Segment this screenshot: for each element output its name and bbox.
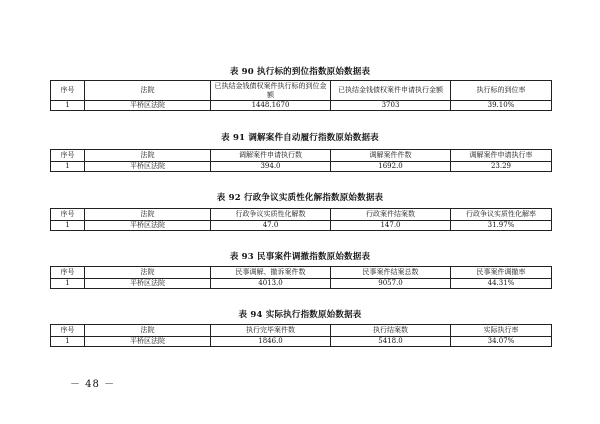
header-cell: 已执结金钱债权案件申请执行金额 — [331, 81, 451, 101]
table-header-row — [51, 325, 552, 337]
table-cell: 47.0 — [211, 221, 331, 231]
table-92 — [50, 208, 552, 231]
table-cell: 44.31% — [451, 279, 552, 289]
table-cell: 3703 — [331, 101, 451, 111]
table-cell: 147.0 — [331, 221, 451, 231]
table-92-title: 表 92 行政争议实质性化解指数原始数据表 — [216, 193, 384, 203]
table-cell: 394.0 — [211, 162, 331, 172]
table-row — [51, 279, 552, 289]
table-93-title: 表 93 民事案件调撤指数原始数据表 — [229, 252, 371, 262]
table-cell: 1 — [51, 162, 85, 172]
header-cell: 执行标的到位率 — [451, 81, 552, 101]
header-cell: 实际执行率 — [451, 325, 552, 337]
header-cell: 民事调解、撤诉案件数 — [211, 267, 331, 279]
header-cell: 序号 — [51, 325, 85, 337]
table-cell: 34.07% — [451, 337, 552, 347]
table-cell: 1692.0 — [331, 162, 451, 172]
header-cell: 调解案件申请执行率 — [451, 150, 552, 162]
table-header-row — [51, 81, 552, 101]
table-94 — [50, 324, 552, 347]
table-row — [51, 101, 552, 111]
header-cell: 序号 — [51, 81, 85, 101]
header-cell: 法院 — [85, 209, 211, 221]
header-cell: 序号 — [51, 209, 85, 221]
header-cell: 法院 — [85, 325, 211, 337]
table-90 — [50, 80, 552, 111]
table-93 — [50, 266, 552, 289]
table-91-title: 表 91 调解案件自动履行指数原始数据表 — [221, 133, 379, 143]
table-cell: 9057.0 — [331, 279, 451, 289]
table-94-title: 表 94 实际执行指数原始数据表 — [238, 310, 362, 320]
table-cell: 1 — [51, 101, 85, 111]
table-cell: 23.29 — [451, 162, 552, 172]
header-cell: 序号 — [51, 150, 85, 162]
table-cell: 39.10% — [451, 101, 552, 111]
header-cell: 行政争议实质性化解数 — [211, 209, 331, 221]
table-cell: 4013.0 — [211, 279, 331, 289]
header-cell: 行政争议实质性化解率 — [451, 209, 552, 221]
header-cell: 序号 — [51, 267, 85, 279]
header-cell: 民事案件调撤率 — [451, 267, 552, 279]
table-header-row — [51, 209, 552, 221]
table-cell: 1 — [51, 337, 85, 347]
table-cell: 平桥区法院 — [85, 337, 211, 347]
table-cell: 1448.1670 — [211, 101, 331, 111]
table-cell: 1 — [51, 221, 85, 231]
table-header-row — [51, 150, 552, 162]
table-90-title: 表 90 执行标的到位指数原始数据表 — [229, 67, 371, 77]
header-cell: 执行结案数 — [331, 325, 451, 337]
table-cell: 平桥区法院 — [85, 101, 211, 111]
header-cell: 法院 — [85, 267, 211, 279]
table-header-row — [51, 267, 552, 279]
table-cell: 平桥区法院 — [85, 221, 211, 231]
header-cell: 法院 — [85, 81, 211, 101]
table-91 — [50, 149, 552, 172]
page-number: － 48 － — [70, 379, 116, 390]
header-cell: 民事案件结案总数 — [331, 267, 451, 279]
table-cell: 5418.0 — [331, 337, 451, 347]
header-cell: 调解案件件数 — [331, 150, 451, 162]
table-cell: 平桥区法院 — [85, 279, 211, 289]
table-row — [51, 221, 552, 231]
table-cell: 31.97% — [451, 221, 552, 231]
header-cell: 已执结金钱债权案件执行标的到位金额 — [211, 81, 331, 101]
header-cell: 法院 — [85, 150, 211, 162]
table-cell: 平桥区法院 — [85, 162, 211, 172]
header-cell: 行政案件结案数 — [331, 209, 451, 221]
table-row — [51, 337, 552, 347]
header-cell: 调解案件申请执行数 — [211, 150, 331, 162]
header-cell: 执行完毕案件数 — [211, 325, 331, 337]
table-row — [51, 162, 552, 172]
table-cell: 1 — [51, 279, 85, 289]
table-cell: 1846.0 — [211, 337, 331, 347]
